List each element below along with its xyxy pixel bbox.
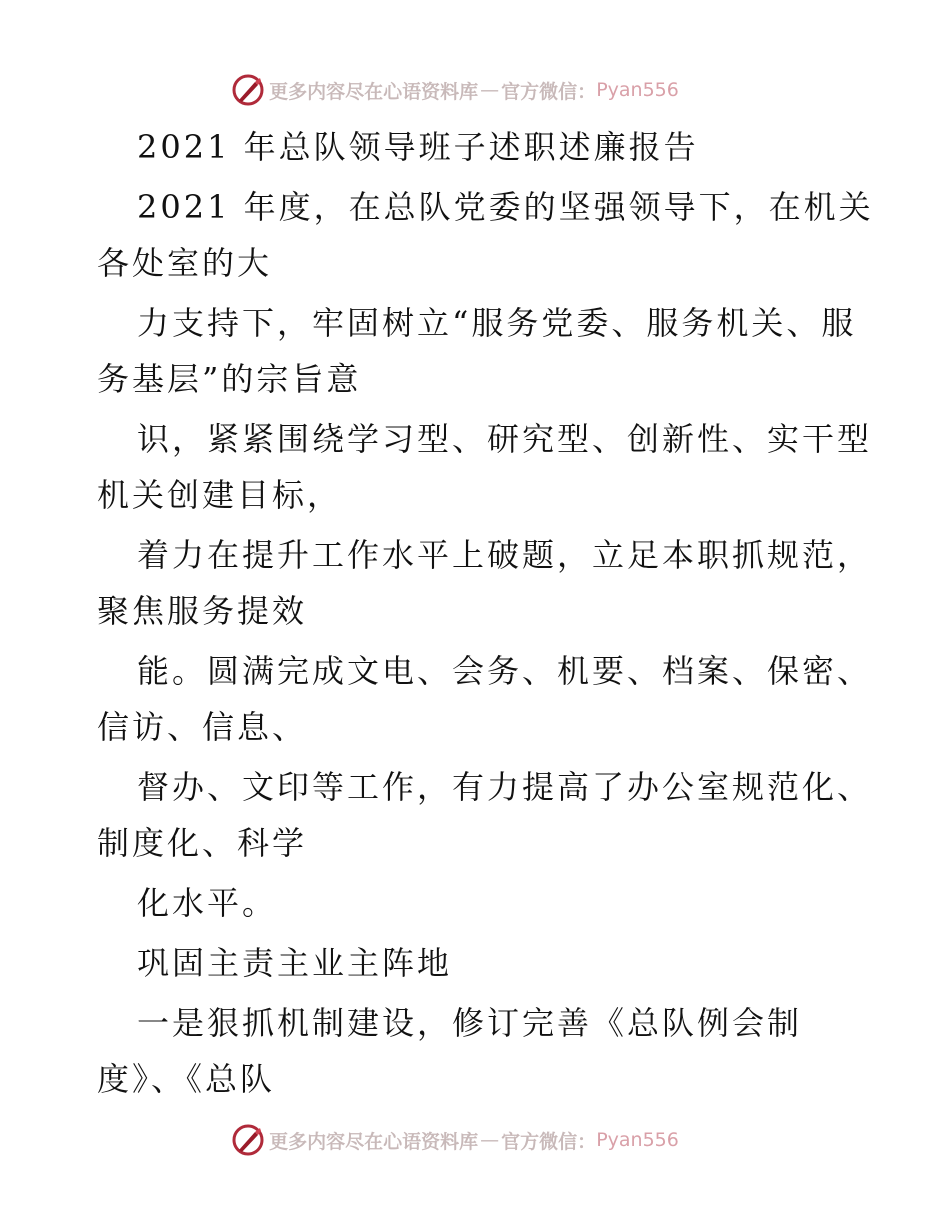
paragraph-line: 制度化、科学 <box>97 824 308 862</box>
paragraph-line: 督办、文印等工作，有力提高了办公室规范化、 <box>137 768 873 806</box>
watermark-separator: — <box>480 1129 500 1151</box>
footer-watermark <box>0 1120 950 1160</box>
paragraph-line: 度》、《总队 <box>97 1060 276 1098</box>
section-heading: 巩固主责主业主阵地 <box>137 944 453 982</box>
paragraph-line: 信访、信息、 <box>97 708 308 746</box>
paragraph-line: 机关创建目标， <box>97 476 343 514</box>
paragraph-line: 各处室的大 <box>97 244 273 282</box>
paragraph-line: 聚焦服务提效 <box>97 592 308 630</box>
paragraph-line: 化水平。 <box>137 884 278 922</box>
watermark-wechat-label: 官方微信： <box>501 80 597 103</box>
watermark-wechat-label: 官方微信： <box>501 1130 597 1153</box>
header-watermark <box>0 70 950 110</box>
watermark-site-text: 更多内容尽在心语资料库 <box>269 1130 479 1153</box>
quill-pen-logo-icon <box>231 73 265 107</box>
watermark-site-text: 更多内容尽在心语资料库 <box>269 80 479 103</box>
watermark-wechat-id: Pyan556 <box>596 1129 679 1151</box>
paragraph-line: 一是狠抓机制建设，修订完善《总队例会制 <box>137 1004 803 1042</box>
paragraph-line: 识，紧紧围绕学习型、研究型、创新性、实干型 <box>137 420 873 458</box>
document-title: 2021 年总队领导班子述职述廉报告 <box>137 128 699 166</box>
watermark-wechat-id: Pyan556 <box>596 79 679 101</box>
watermark-separator: — <box>480 79 500 101</box>
paragraph-line: 力支持下，牢固树立“服务党委、服务机关、服 <box>137 304 857 342</box>
paragraph-line: 务基层”的宗旨意 <box>97 360 362 398</box>
quill-pen-logo-icon <box>231 1123 265 1157</box>
paragraph-line: 2021 年度，在总队党委的坚强领导下，在机关 <box>137 188 874 226</box>
paragraph-line: 着力在提升工作水平上破题，立足本职抓规范， <box>137 536 873 574</box>
paragraph-line: 能。圆满完成文电、会务、机要、档案、保密、 <box>137 652 873 690</box>
